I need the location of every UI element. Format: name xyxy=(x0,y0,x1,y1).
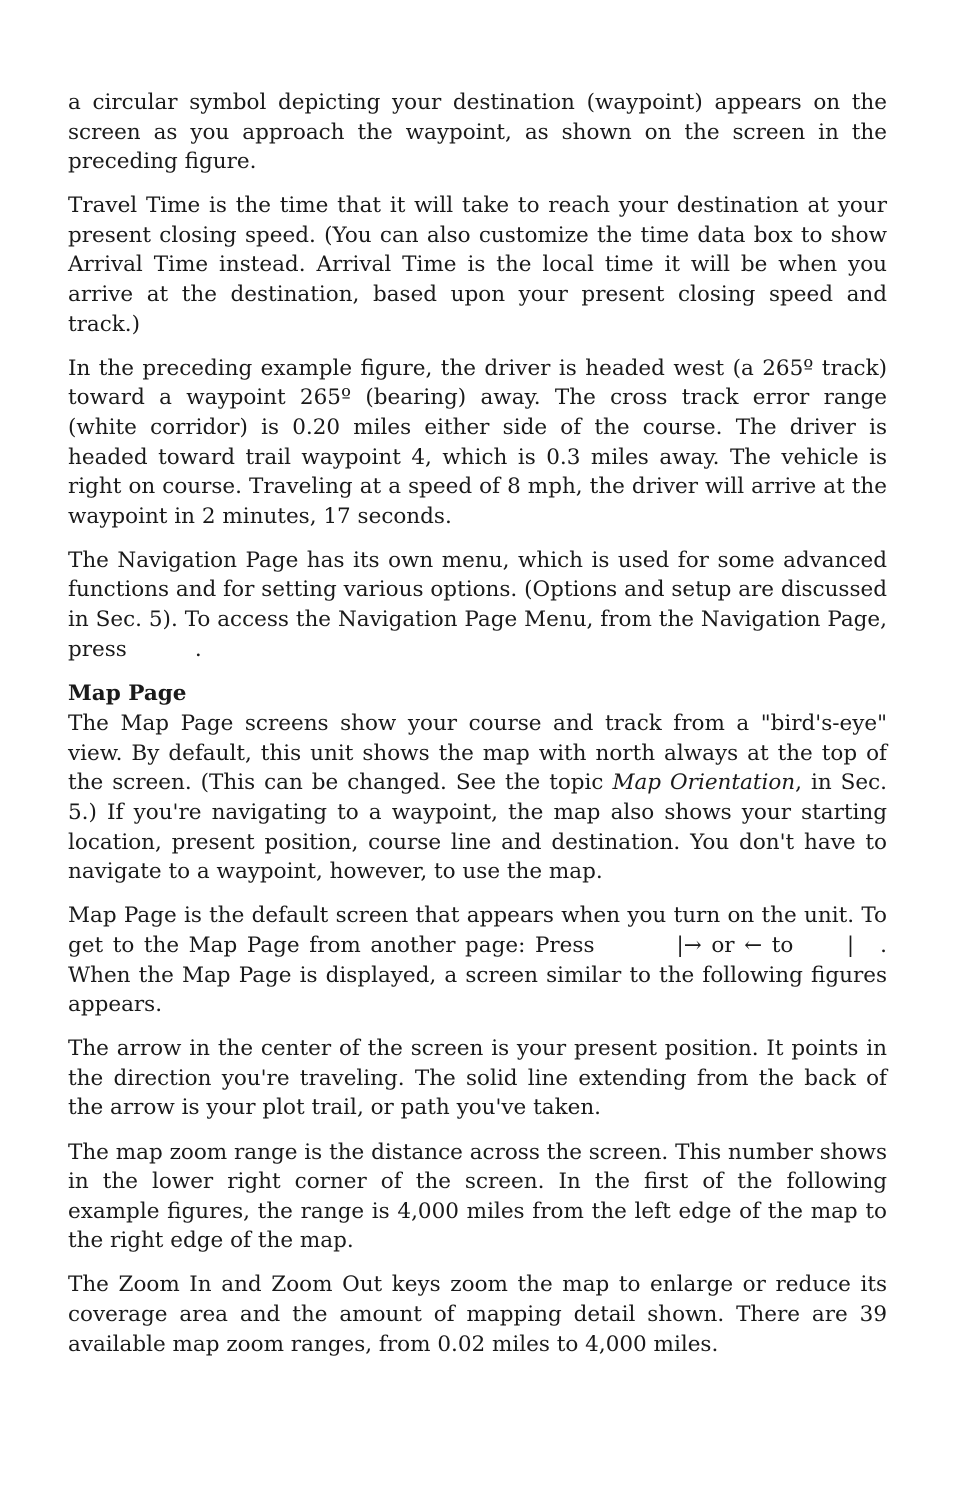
paragraph-map-page-intro xyxy=(68,709,887,887)
map-orientation-topic: Map Orientation xyxy=(612,770,796,796)
navigation-menu-end: . xyxy=(194,636,202,662)
section-heading-map-page: Map Page xyxy=(68,680,187,706)
map-page-default-b: |→ or ← to xyxy=(676,932,794,958)
paragraph-present-position-arrow: The arrow in the center of the screen is your present position. It points in the direction you're traveling. The solid line extending from the back of the arrow is your plot trail, or path you've taken. xyxy=(68,1036,887,1121)
map-page-default-a: Map Page is the default screen that appears when you turn on the unit. To get to the Map Page from another page: Press xyxy=(68,903,887,958)
paragraph-map-page-default xyxy=(68,901,887,1019)
map-page-default-c: | xyxy=(846,932,855,958)
paragraph-example-figure: In the preceding example figure, the driver is headed west (a 265º track) toward a waypoint 265º (bearing) away. The cross track error range (white corridor) is 0.20 miles either side of the course. The driver is headed toward trail waypoint 4, which is 0.3 miles away. The vehicle is right on course. Traveling at a speed of 8 mph, the driver will arrive at the waypoint in 2 minutes, 17 seconds. xyxy=(68,355,887,529)
map-page-intro-after: , in Sec. 5.) If you're navigating to a waypoint, the map also shows your starting location, present position, course line and destination. You don't have to navigate to a waypoint, however, to use the map. xyxy=(68,770,888,885)
paragraph-waypoint-symbol: a circular symbol depicting your destination (waypoint) appears on the screen as you approach the waypoint, as shown on the screen in the preceding figure. xyxy=(68,90,887,175)
manual-page xyxy=(68,88,887,1374)
map-page-default-d: . When the Map Page is displayed, a screen similar to the following figures appears. xyxy=(68,932,887,1018)
paragraph-map-zoom-range: The map zoom range is the distance across the screen. This number shows in the lower right corner of the screen. In the first of the following example figures, the range is 4,000 miles from the left edge of the map to the right edge of the map. xyxy=(68,1139,887,1254)
paragraph-navigation-menu xyxy=(68,546,887,664)
map-page-intro-before: The Map Page screens show your course and track from a "bird's-eye" view. By default, this unit shows the map with north always at the top of the screen. (This can be changed. See the topic xyxy=(68,711,887,796)
paragraph-zoom-keys: The Zoom In and Zoom Out keys zoom the map to enlarge or reduce its coverage area and the amount of mapping detail shown. There are 39 available map zoom ranges, from 0.02 miles to 4,000 miles. xyxy=(68,1272,887,1357)
navigation-menu-text: The Navigation Page has its own menu, which is used for some advanced functions and for setting various options. (Options and setup are discussed in Sec. 5). To access the Navigation Page Menu, from the Navigation Page, press xyxy=(68,547,887,662)
paragraph-travel-time: Travel Time is the time that it will take to reach your destination at your present closing speed. (You can also customize the time data box to show Arrival Time instead. Arrival Time is the local time it will be when you arrive at the destination, based upon your present closing speed and track.) xyxy=(68,193,887,337)
